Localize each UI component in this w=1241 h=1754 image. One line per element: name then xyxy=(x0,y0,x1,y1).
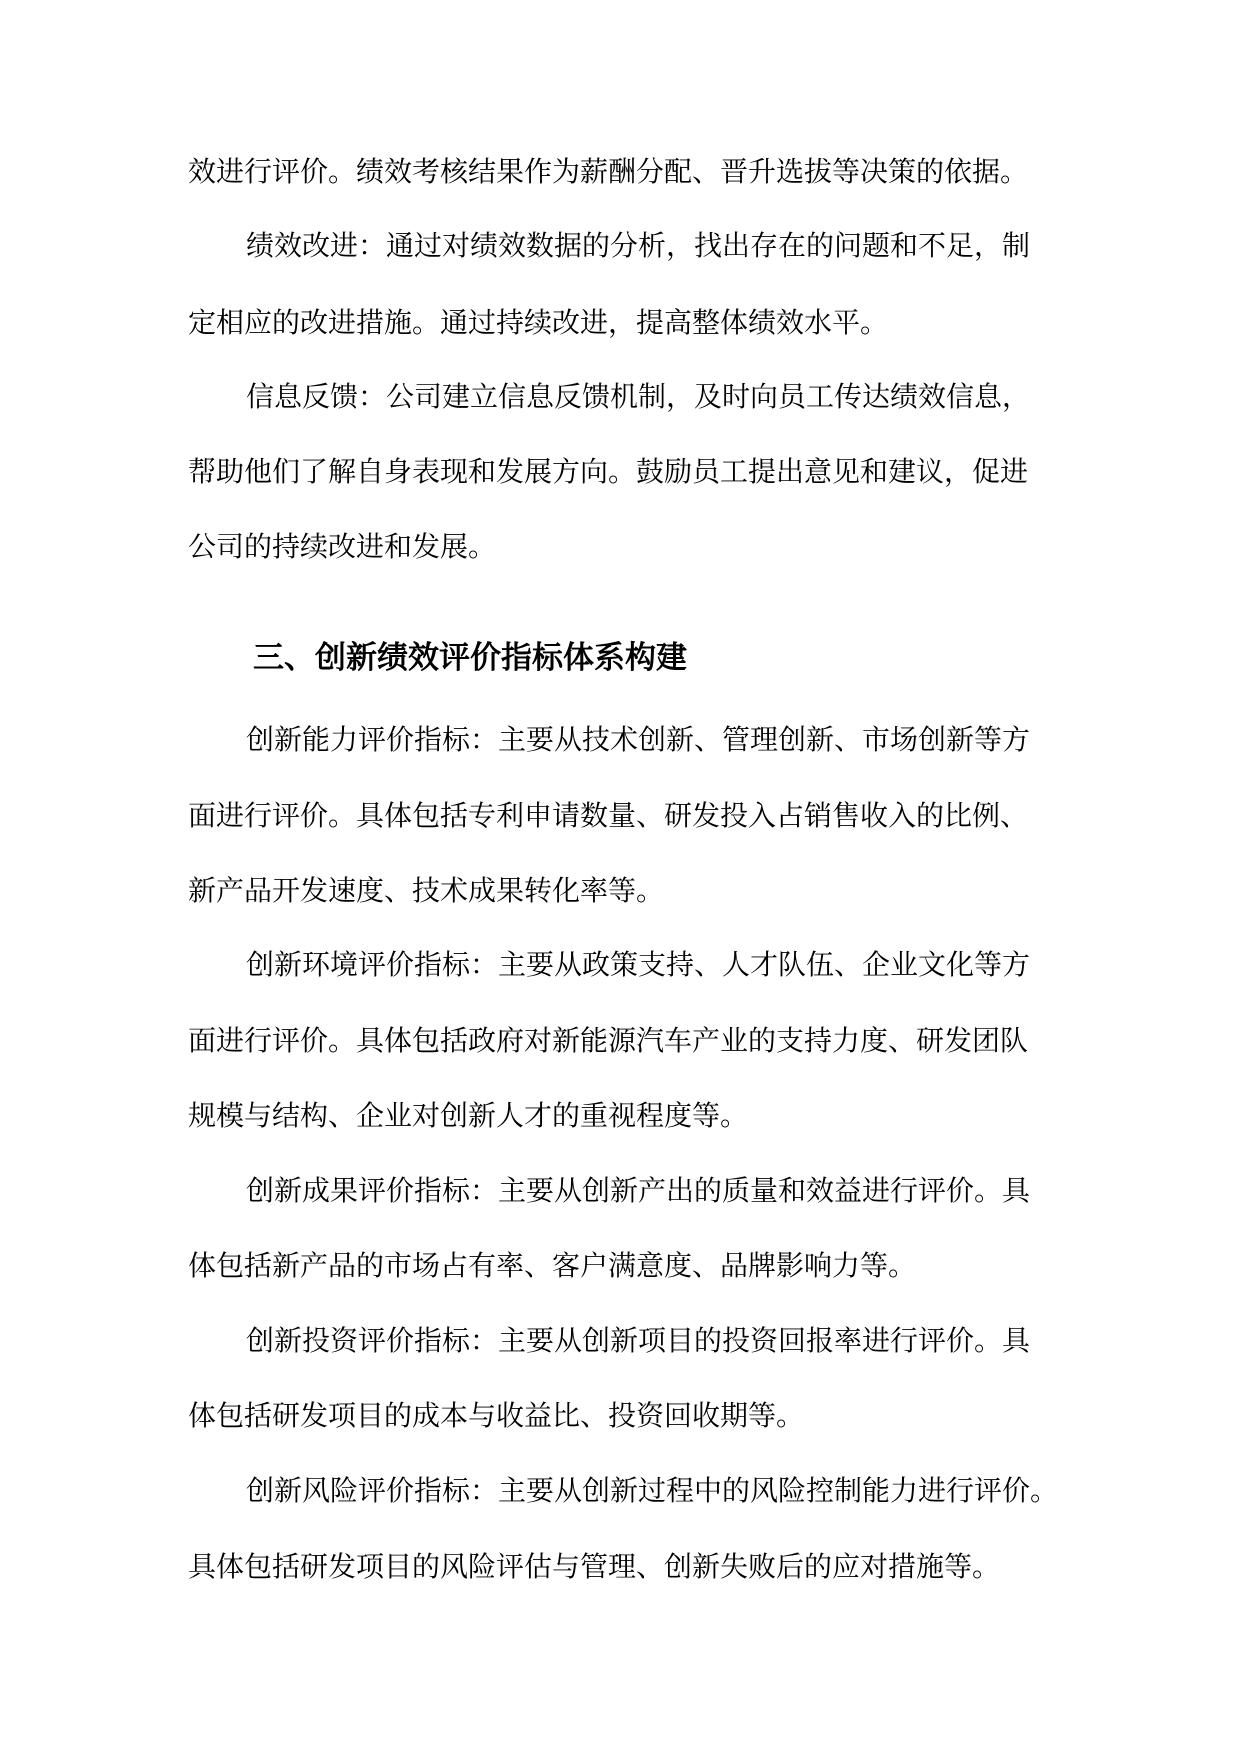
text-line: 规模与结构、企业对创新人才的重视程度等。 xyxy=(188,1099,749,1132)
text-line: 体包括新产品的市场占有率、客户满意度、品牌影响力等。 xyxy=(188,1249,917,1282)
text-line: 新产品开发速度、技术成果转化率等。 xyxy=(188,874,665,907)
text-line: 面进行评价。具体包括专利申请数量、研发投入占销售收入的比例、 xyxy=(188,799,1029,832)
text-line: 效进行评价。绩效考核结果作为薪酬分配、晋升选拔等决策的依据。 xyxy=(188,155,1029,188)
text-line: 公司的持续改进和发展。 xyxy=(188,530,497,563)
text-line: 定相应的改进措施。通过持续改进，提高整体绩效水平。 xyxy=(188,306,889,339)
paragraph-first-line: 创新能力评价指标：主要从技术创新、管理创新、市场创新等方 xyxy=(246,723,1031,756)
paragraph-first-line: 创新环境评价指标：主要从政策支持、人才队伍、企业文化等方 xyxy=(246,948,1031,981)
paragraph-first-line: 创新成果评价指标：主要从创新产出的质量和效益进行评价。具 xyxy=(246,1174,1031,1207)
text-line: 面进行评价。具体包括政府对新能源汽车产业的支持力度、研发团队 xyxy=(188,1024,1029,1057)
text-line: 体包括研发项目的成本与收益比、投资回收期等。 xyxy=(188,1399,805,1432)
text-line: 具体包括研发项目的风险评估与管理、创新失败后的应对措施等。 xyxy=(188,1550,1001,1583)
paragraph-first-line: 创新风险评价指标：主要从创新过程中的风险控制能力进行评价。 xyxy=(246,1474,1059,1507)
paragraph-first-line: 创新投资评价指标：主要从创新项目的投资回报率进行评价。具 xyxy=(246,1324,1031,1357)
section-heading: 三、创新绩效评价指标体系构建 xyxy=(253,640,687,676)
paragraph-first-line: 信息反馈：公司建立信息反馈机制，及时向员工传达绩效信息， xyxy=(246,380,1031,413)
paragraph-first-line: 绩效改进：通过对绩效数据的分析，找出存在的问题和不足，制 xyxy=(246,229,1031,262)
text-line: 帮助他们了解自身表现和发展方向。鼓励员工提出意见和建议，促进 xyxy=(188,455,1029,488)
